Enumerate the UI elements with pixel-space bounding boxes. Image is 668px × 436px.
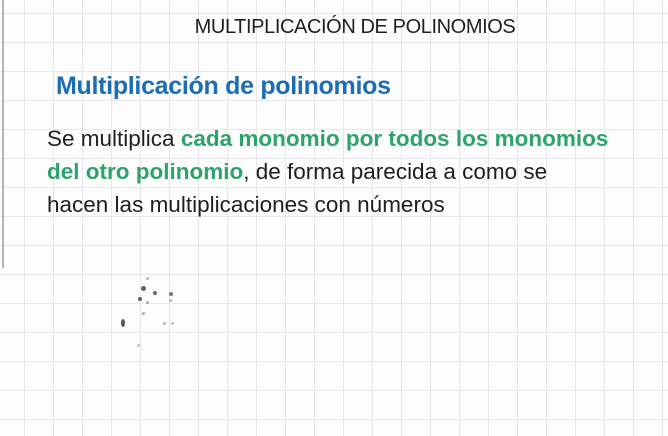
paragraph-line-3 [47, 188, 667, 221]
ink-dot [171, 322, 174, 325]
body-paragraph [47, 122, 667, 221]
ink-dot [163, 322, 166, 325]
ink-dot [146, 277, 149, 280]
page-title: MULTIPLICACIÓN DE POLINOMIOS [194, 16, 516, 38]
paragraph-line-1 [47, 122, 667, 155]
ink-dot [121, 319, 125, 327]
text-segment: Se multiplica [47, 126, 181, 151]
section-heading: Multiplicación de polinomios [56, 72, 391, 100]
ink-dot [169, 299, 172, 302]
ink-dot [146, 301, 149, 304]
ink-dot [169, 292, 173, 296]
ink-dot [141, 286, 146, 291]
page-edge-line [2, 0, 4, 268]
text-segment: hacen las multiplicaciones con números [47, 192, 445, 217]
text-segment: , de forma parecida a como se [243, 159, 548, 184]
highlighted-text-segment: cada monomio por todos los monomios [180, 126, 609, 151]
ink-dot [142, 312, 145, 315]
paragraph-line-2 [47, 155, 667, 188]
ink-dot [137, 344, 140, 347]
ink-dot [153, 291, 157, 295]
ink-dot [138, 297, 142, 301]
highlighted-text-segment: del otro polinomio [47, 159, 244, 184]
